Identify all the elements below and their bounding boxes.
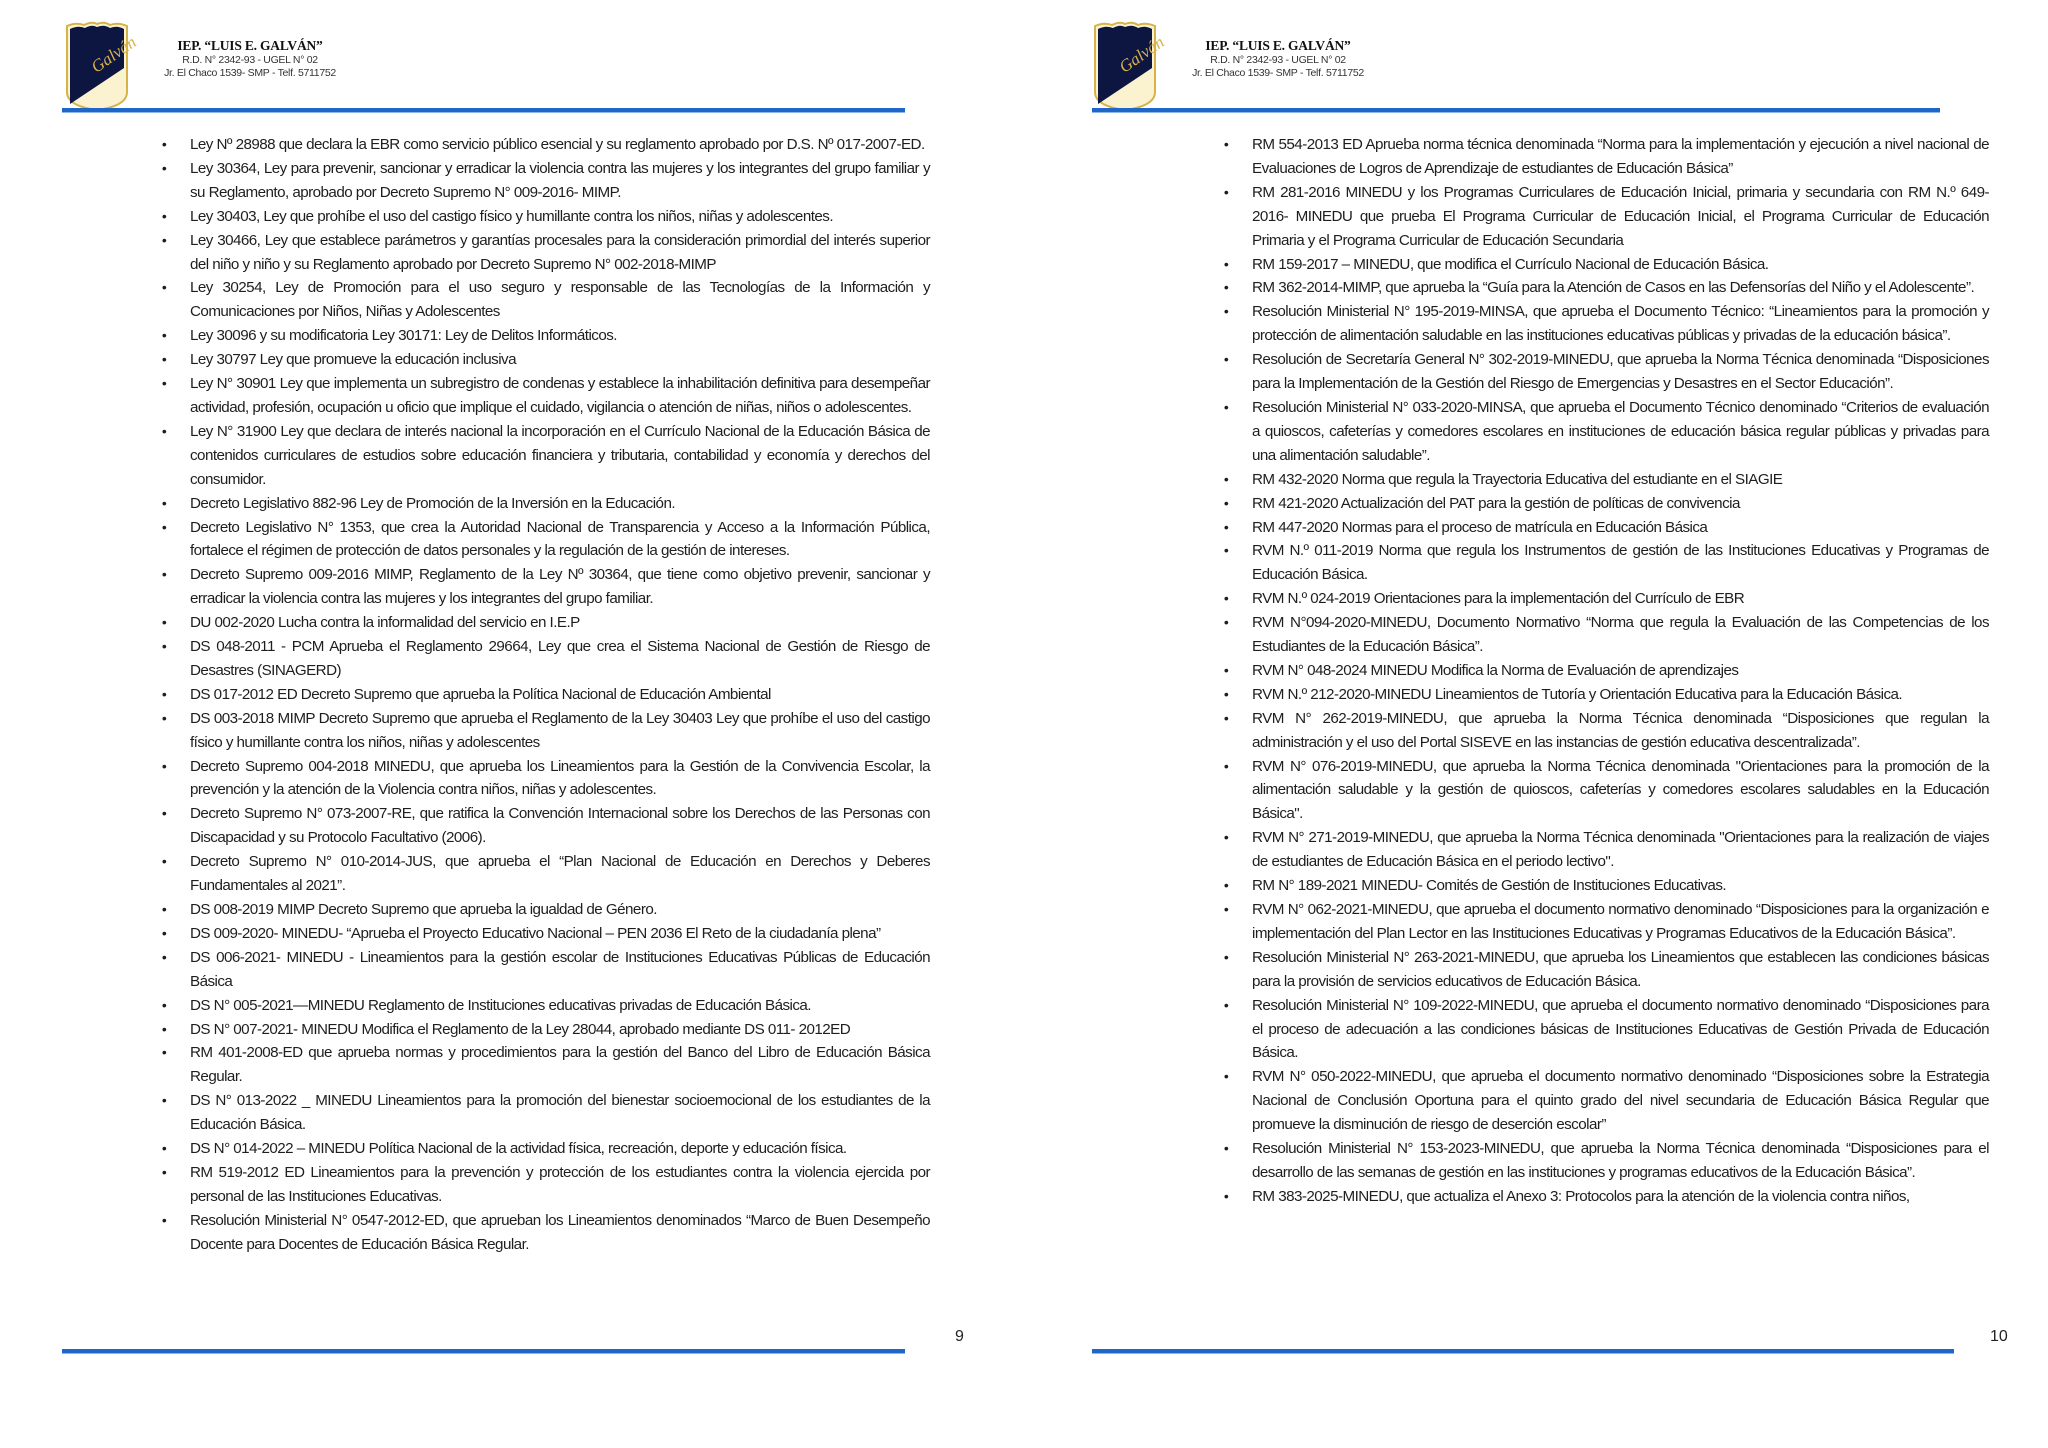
list-item-text: Resolución Ministerial N° 0547-2012-ED, que aprueban los Lineamientos denominados “Marco de Buen Desempeño Docente para Docentes de Educación Básica Regular.: [190, 1211, 930, 1253]
bullet-icon: •: [161, 1020, 167, 1037]
list-item-text: RM 421-2020 Actualización del PAT para la gestión de políticas de convivencia: [1252, 494, 1740, 512]
list-item-text: Decreto Supremo N° 010-2014-JUS, que aprueba el “Plan Nacional de Educación en Derechos y Deberes Fundamentales al 2021”.: [190, 853, 930, 895]
list-item-text: Decreto Supremo N° 073-2007-RE, que ratifica la Convención Internacional sobre los Derechos de las Personas con Discapacidad y su Protocolo Facultativo (2006).: [190, 805, 930, 847]
list-item: [160, 946, 930, 994]
bullet-icon: •: [161, 948, 167, 965]
list-item: [1222, 1185, 1989, 1209]
list-item: [160, 898, 930, 922]
school-address: Jr. El Chaco 1539- SMP - Telf. 5711752: [1192, 67, 1364, 79]
list-item: [1222, 683, 1989, 707]
list-item: [160, 348, 930, 372]
legal-norms-list: [1222, 133, 1989, 1209]
bullet-icon: •: [161, 1140, 167, 1157]
bullet-icon: •: [1223, 709, 1229, 726]
bullet-icon: •: [161, 685, 167, 702]
list-item-text: Ley 30403, Ley que prohíbe el uso del castigo físico y humillante contra los niños, niñas y adolescentes.: [190, 207, 833, 225]
list-item: [160, 683, 930, 707]
list-item-text: Resolución Ministerial N° 195-2019-MINSA, que aprueba el Documento Técnico: “Lineamientos para la promoción y protección de alimentación saludable en las instituciones educativas públicas y privadas de la educación básica”.: [1252, 303, 1989, 345]
bullet-icon: •: [1223, 1068, 1229, 1085]
bullet-icon: •: [161, 996, 167, 1013]
school-header: [1158, 38, 1398, 80]
legal-norms-list: [160, 133, 930, 1257]
bullet-icon: •: [161, 566, 167, 583]
bullet-icon: •: [161, 351, 167, 368]
list-item-text: RM 383-2025-MINEDU, que actualiza el Anexo 3: Protocolos para la atención de la violencia contra niños,: [1252, 1187, 1910, 1205]
list-item: [160, 563, 930, 611]
school-resolution: R.D. N° 2342-93 - UGEL N° 02: [182, 54, 318, 66]
svg-text:Galván: Galván: [87, 32, 140, 77]
bullet-icon: •: [161, 1211, 167, 1228]
list-item: [1222, 181, 1989, 253]
bullet-icon: •: [1223, 518, 1229, 535]
header-divider: [62, 108, 905, 112]
list-item: [1222, 348, 1989, 396]
list-item-text: RVM N° 050-2022-MINEDU, que aprueba el documento normativo denominado “Disposiciones sobre la Estrategia Nacional de Conclusión Oportuna para el quinto grado del nivel secundaria de Educación Básica Regular que promueve la disminución de riesgo de deserción escolar”: [1252, 1068, 1989, 1134]
list-item-text: RM 401-2008-ED que aprueba normas y procedimientos para la gestión del Banco del Libro de Educación Básica Regular.: [190, 1044, 930, 1086]
list-item: [1222, 539, 1989, 587]
list-item: [1222, 133, 1989, 181]
list-item-text: RM 519-2012 ED Lineamientos para la prevención y protección de los estudiantes contra la violencia ejercida por personal de las Instituciones Educativas.: [190, 1163, 930, 1205]
list-item-text: DS N° 007-2021- MINEDU Modifica el Reglamento de la Ley 28044, aprobado mediante DS 011- 2012ED: [190, 1020, 851, 1038]
list-item-text: DS N° 014-2022 – MINEDU Política Nacional de la actividad física, recreación, deporte y educación física.: [190, 1140, 847, 1158]
list-item-text: Resolución Ministerial N° 263-2021-MINEDU, que aprueba los Lineamientos que establecen las condiciones básicas para la provisión de servicios educativos de Educación Básica.: [1252, 948, 1989, 990]
bullet-icon: •: [1223, 1187, 1229, 1204]
list-item-text: Resolución Ministerial N° 109-2022-MINEDU, que aprueba el documento normativo denominado “Disposiciones para el proceso de adecuación a las condiciones básicas de Instituciones Educativas de Gestión Privada de Educación Básica.: [1252, 996, 1989, 1062]
bullet-icon: •: [1223, 590, 1229, 607]
list-item-text: DS 006-2021- MINEDU - Lineamientos para la gestión escolar de Instituciones Educativas Públicas de Educación Básica: [190, 948, 930, 990]
bullet-icon: •: [1223, 136, 1229, 152]
school-header: [130, 38, 370, 80]
list-item: [160, 1089, 930, 1137]
bullet-icon: •: [1223, 398, 1229, 415]
bullet-icon: •: [1223, 279, 1229, 296]
list-item: [1222, 826, 1989, 874]
bullet-icon: •: [161, 901, 167, 917]
list-item: [1222, 396, 1989, 468]
bullet-icon: •: [161, 136, 167, 152]
list-item-text: Decreto Legislativo N° 1353, que crea la Autoridad Nacional de Transparencia y Acceso a la Información Pública, fortalece el régimen de protección de datos personales y la regulación de la gestión de intereses.: [190, 518, 930, 560]
footer-divider: [1092, 1349, 1954, 1353]
bullet-icon: •: [161, 327, 167, 344]
list-item-text: RM 159-2017 – MINEDU, que modifica el Currículo Nacional de Educación Básica.: [1252, 255, 1769, 273]
school-name: IEP. “LUIS E. GALVÁN”: [1205, 38, 1351, 53]
school-address: Jr. El Chaco 1539- SMP - Telf. 5711752: [164, 67, 336, 79]
list-item-text: DS 008-2019 MIMP Decreto Supremo que aprueba la igualdad de Género.: [190, 901, 657, 918]
list-item: [160, 1137, 930, 1161]
bullet-icon: •: [161, 853, 167, 870]
list-item: [160, 276, 930, 324]
list-item-text: RVM N° 076-2019-MINEDU, que aprueba la Norma Técnica denominada "Orientaciones para la promoción de la alimentación saludable y la gestión de quioscos, cafeterías y comedores escolares saludables en la Educación Básica".: [1252, 757, 1989, 823]
bullet-icon: •: [161, 1092, 167, 1109]
list-item: [1222, 946, 1989, 994]
list-item: [160, 516, 930, 564]
footer-divider: [62, 1349, 905, 1353]
school-logo-icon: [1092, 20, 1168, 112]
list-item: [160, 922, 930, 946]
svg-text:Galván: Galván: [1115, 32, 1168, 77]
list-item-text: DS 003-2018 MIMP Decreto Supremo que aprueba el Reglamento de la Ley 30403 Ley que prohíbe el uso del castigo físico y humillante contra los niños, niñas y adolescentes: [190, 709, 930, 751]
list-item: [160, 1041, 930, 1089]
list-item: [160, 611, 930, 635]
list-item: [160, 994, 930, 1018]
list-item-text: DS 017-2012 ED Decreto Supremo que aprueba la Política Nacional de Educación Ambiental: [190, 685, 771, 703]
bullet-icon: •: [161, 279, 167, 296]
bullet-icon: •: [161, 231, 167, 248]
bullet-icon: •: [161, 709, 167, 726]
bullet-icon: •: [161, 159, 167, 176]
list-item-text: Resolución Ministerial N° 153-2023-MINEDU, que aprueba la Norma Técnica denominada “Disposiciones para el desarrollo de las semanas de gestión en las instituciones y programas educativos de la Educación Básica”.: [1252, 1140, 1989, 1181]
bullet-icon: •: [161, 375, 167, 392]
bullet-icon: •: [1223, 542, 1229, 559]
list-item-text: DS 048-2011 - PCM Aprueba el Reglamento 29664, Ley que crea el Sistema Nacional de Gestión de Riesgo de Desastres (SINAGERD): [190, 638, 930, 679]
list-item: [1222, 492, 1989, 516]
list-item-text: DS 009-2020- MINEDU- “Aprueba el Proyecto Educativo Nacional – PEN 2036 El Reto de la ciudadanía plena”: [190, 924, 881, 942]
bullet-icon: •: [161, 1044, 167, 1061]
list-item: [160, 635, 930, 683]
list-item: [1222, 468, 1989, 492]
list-item: [1222, 611, 1989, 659]
list-item: [1222, 874, 1989, 898]
list-item-text: DS N° 005-2021—MINEDU Reglamento de Instituciones educativas privadas de Educación Básica.: [190, 996, 811, 1014]
bullet-icon: •: [1223, 685, 1229, 702]
bullet-icon: •: [1223, 494, 1229, 511]
bullet-icon: •: [161, 494, 167, 511]
list-item-text: Ley 30096 y su modificatoria Ley 30171: Ley de Delitos Informáticos.: [190, 327, 617, 345]
list-item: [160, 1018, 930, 1042]
bullet-icon: •: [161, 805, 167, 822]
bullet-icon: •: [1223, 351, 1229, 368]
bullet-icon: •: [1223, 183, 1229, 200]
list-item: [160, 229, 930, 277]
list-item: [1222, 1137, 1989, 1185]
list-item-text: RVM N° 271-2019-MINEDU, que aprueba la Norma Técnica denominada "Orientaciones para la realización de viajes de estudiantes de Educación Básica en el periodo lectivo".: [1252, 829, 1989, 871]
bullet-icon: •: [1223, 661, 1229, 678]
list-item-text: RVM N° 048-2024 MINEDU Modifica la Norma de Evaluación de aprendizajes: [1252, 661, 1739, 679]
bullet-icon: •: [1223, 470, 1229, 487]
list-item: [160, 850, 930, 898]
list-item: [160, 133, 930, 157]
list-item-text: RM 281-2016 MINEDU y los Programas Curriculares de Educación Inicial, primaria y secundaria con RM N.º 649-2016- MINEDU que prueba El Programa Curricular de Educación Inicial, el Programa Curricular de Educación Primaria y el Programa Curricular de Educación Secundaria: [1252, 183, 1989, 249]
list-item-text: RVM N° 062-2021-MINEDU, que aprueba el documento normativo denominado “Disposiciones para la organización e implementación del Plan Lector en las Instituciones Educativas y Programas Educativos de la Educación Básica”.: [1252, 901, 1989, 942]
list-item: [160, 492, 930, 516]
list-item-text: RVM N.º 011-2019 Norma que regula los Instrumentos de gestión de las Instituciones Educativas y Programas de Educación Básica.: [1252, 542, 1989, 584]
list-item-text: RM 362-2014-MIMP, que aprueba la “Guía para la Atención de Casos en las Defensorías del Niño y el Adolescente”.: [1252, 279, 1975, 297]
bullet-icon: •: [161, 614, 167, 631]
list-item: [1222, 1065, 1989, 1137]
list-item-text: Ley 30364, Ley para prevenir, sancionar y erradicar la violencia contra las mujeres y los integrantes del grupo familiar y su Reglamento, aprobado por Decreto Supremo N° 009-2016- MIMP.: [190, 159, 930, 201]
list-item-text: Ley 30254, Ley de Promoción para el uso seguro y responsable de las Tecnologías de la Información y Comunicaciones por Niños, Niñas y Adolescentes: [190, 279, 930, 321]
bullet-icon: •: [1223, 614, 1229, 631]
bullet-icon: •: [1223, 996, 1229, 1013]
page-10: [1030, 0, 2048, 1448]
list-item-text: Ley Nº 28988 que declara la EBR como servicio público esencial y su reglamento aprobado por D.S. Nº 017-2007-ED.: [190, 136, 925, 153]
bullet-icon: •: [1223, 829, 1229, 846]
list-item: [1222, 300, 1989, 348]
bullet-icon: •: [1223, 877, 1229, 894]
list-item-text: Resolución Ministerial N° 033-2020-MINSA, que aprueba el Documento Técnico denominado “Criterios de evaluación a quioscos, cafeterías y comedores escolares en instituciones de educación básica regular públicas y privadas para una alimentación saludable”.: [1252, 398, 1989, 464]
list-item: [160, 707, 930, 755]
list-item: [1222, 253, 1989, 277]
list-item-text: DU 002-2020 Lucha contra la informalidad del servicio en I.E.P: [190, 614, 580, 632]
list-item: [160, 802, 930, 850]
bullet-icon: •: [1223, 901, 1229, 917]
page-number: 9: [955, 1328, 964, 1345]
list-item-text: Ley 30797 Ley que promueve la educación inclusiva: [190, 351, 516, 369]
header-divider: [1092, 108, 1940, 112]
list-item: [160, 205, 930, 229]
list-item-text: RVM N° 262-2019-MINEDU, que aprueba la Norma Técnica denominada “Disposiciones que regulan la administración y el uso del Portal SISEVE en las instancias de gestión educativa descentralizada”.: [1252, 709, 1989, 751]
school-logo-icon: [64, 20, 140, 112]
list-item: [1222, 659, 1989, 683]
list-item: [160, 420, 930, 492]
bullet-icon: •: [161, 757, 167, 774]
bullet-icon: •: [161, 638, 167, 655]
school-name: IEP. “LUIS E. GALVÁN”: [177, 38, 323, 53]
bullet-icon: •: [1223, 255, 1229, 272]
list-item-text: Ley N° 31900 Ley que declara de interés nacional la incorporación en el Currículo Nacional de la Educación Básica de contenidos curriculares de estudios sobre educación financiera y tributaria, contabilidad y economía y derechos del consumidor.: [190, 422, 930, 488]
list-item-text: Ley 30466, Ley que establece parámetros y garantías procesales para la consideración primordial del interés superior del niño y niño y su Reglamento aprobado por Decreto Supremo N° 002-2018-MIMP: [190, 231, 930, 273]
bullet-icon: •: [161, 518, 167, 535]
list-item: [1222, 516, 1989, 540]
bullet-icon: •: [161, 1163, 167, 1180]
list-item: [1222, 276, 1989, 300]
list-item-text: RVM N.º 024-2019 Orientaciones para la implementación del Currículo de EBR: [1252, 590, 1745, 608]
bullet-icon: •: [1223, 757, 1229, 774]
list-item-text: RVM N.º 212-2020-MINEDU Lineamientos de Tutoría y Orientación Educativa para la Educación Básica.: [1252, 685, 1903, 703]
list-item: [160, 372, 930, 420]
school-resolution: R.D. N° 2342-93 - UGEL N° 02: [1210, 54, 1346, 66]
list-item: [1222, 707, 1989, 755]
list-item: [1222, 898, 1989, 946]
list-item-text: RM 432-2020 Norma que regula la Trayectoria Educativa del estudiante en el SIAGIE: [1252, 470, 1783, 488]
list-item: [1222, 994, 1989, 1066]
bullet-icon: •: [161, 207, 167, 224]
list-item-text: Decreto Legislativo 882-96 Ley de Promoción de la Inversión en la Educación.: [190, 494, 676, 512]
list-item-text: RVM N°094-2020-MINEDU, Documento Normativo “Norma que regula la Evaluación de las Competencias de los Estudiantes de la Educación Básica”.: [1252, 614, 1989, 656]
list-item-text: Resolución de Secretaría General N° 302-2019-MINEDU, que aprueba la Norma Técnica denominada “Disposiciones para la Implementación de la Gestión del Riesgo de Emergencias y Desastres en el Sector Educación”.: [1252, 351, 1989, 393]
list-item-text: Decreto Supremo 009-2016 MIMP, Reglamento de la Ley Nº 30364, que tiene como objetivo prevenir, sancionar y erradicar la violencia contra las mujeres y los integrantes del grupo familiar.: [190, 566, 930, 608]
list-item: [160, 1209, 930, 1257]
bullet-icon: •: [1223, 948, 1229, 965]
list-item-text: Decreto Supremo 004-2018 MINEDU, que aprueba los Lineamientos para la Gestión de la Convivencia Escolar, la prevención y la atención de la Violencia contra niños, niñas y adolescentes.: [190, 757, 930, 799]
list-item-text: Ley N° 30901 Ley que implementa un subregistro de condenas y establece la inhabilitación definitiva para desempeñar actividad, profesión, ocupación u oficio que implique el cuidado, vigilancia o atención de niñas, niños o adolescentes.: [190, 375, 930, 416]
list-item: [1222, 587, 1989, 611]
list-item: [1222, 755, 1989, 827]
list-item: [160, 324, 930, 348]
list-item-text: RM 554-2013 ED Aprueba norma técnica denominada “Norma para la implementación y ejecución a nivel nacional de Evaluaciones de Logros de Aprendizaje de estudiantes de Educación Básica”: [1252, 136, 1989, 177]
bullet-icon: •: [161, 422, 167, 439]
page-number: 10: [1990, 1328, 2008, 1345]
list-item-text: RM N° 189-2021 MINEDU- Comités de Gestión de Instituciones Educativas.: [1252, 877, 1727, 895]
list-item: [160, 157, 930, 205]
list-item-text: DS N° 013-2022 _ MINEDU Lineamientos para la promoción del bienestar socioemocional de los estudiantes de la Educación Básica.: [190, 1092, 930, 1134]
list-item: [160, 755, 930, 803]
bullet-icon: •: [161, 924, 167, 941]
list-item: [160, 1161, 930, 1209]
bullet-icon: •: [1223, 1140, 1229, 1157]
list-item-text: RM 447-2020 Normas para el proceso de matrícula en Educación Básica: [1252, 518, 1708, 536]
bullet-icon: •: [1223, 303, 1229, 320]
